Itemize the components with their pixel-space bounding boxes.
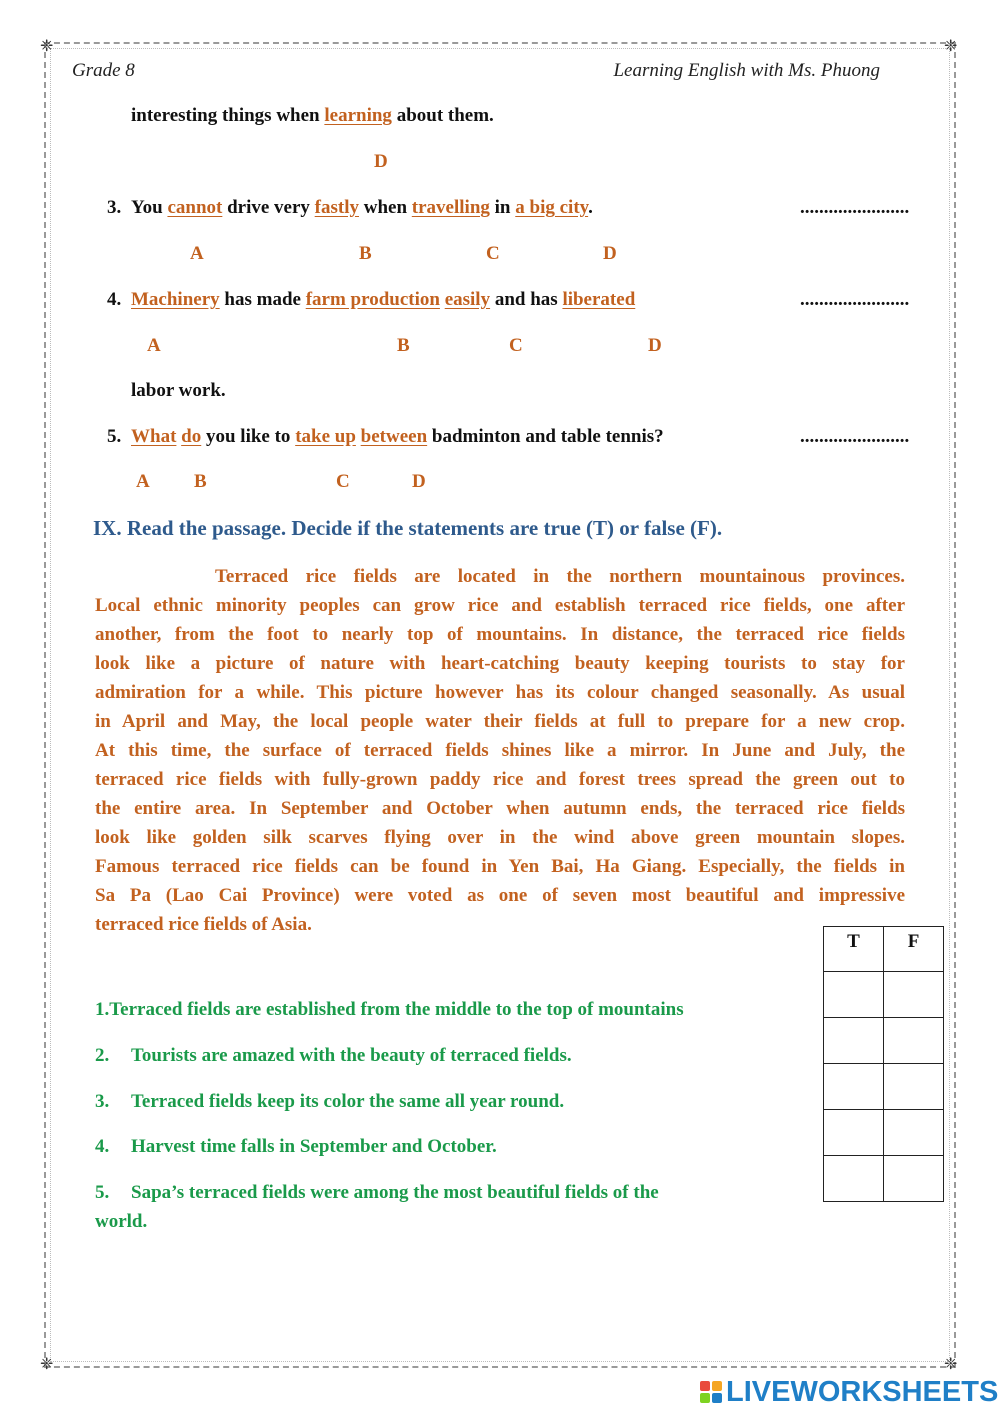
question-3-sentence (131, 197, 593, 219)
logo-icon (700, 1381, 722, 1403)
question-2-continuation (131, 105, 494, 127)
statement-text: Harvest time falls in September and October. (131, 1136, 497, 1157)
statement-number: 2. (95, 1045, 110, 1066)
option-c: travelling (411, 197, 490, 218)
letter-b: B (194, 471, 207, 492)
statement-number: 5. (95, 1182, 110, 1203)
letter-a: A (147, 335, 161, 356)
answer-cell-f[interactable] (884, 1018, 944, 1064)
header-author: Learning English with Ms. Phuong (613, 60, 880, 81)
text: badminton and table tennis? (427, 426, 664, 447)
letter-c: C (336, 471, 350, 492)
header-grade: Grade 8 (72, 60, 135, 81)
liveworksheets-logo (700, 1375, 998, 1409)
section-title: IX. Read the passage. Decide if the statements are true (T) or false (F). (93, 516, 723, 540)
text: in (489, 197, 516, 218)
answer-cell-f[interactable] (884, 1156, 944, 1202)
column-header-t: T (824, 927, 884, 972)
letter-d: D (374, 151, 388, 172)
passage-line: look like a picture of nature with heart-catching beauty keeping tourists to stay for (95, 653, 905, 674)
answer-blank[interactable]: ....................... (800, 197, 910, 218)
passage-line: Famous terraced rice fields can be found in Yen Bai, Ha Giang. Especially, the fields in (95, 856, 905, 877)
statement-number: 3. (95, 1091, 110, 1112)
answer-cell-f[interactable] (884, 1110, 944, 1156)
letter-c: C (509, 335, 523, 356)
statement-5 (95, 1182, 659, 1204)
text: you like to (201, 426, 296, 447)
answer-cell-t[interactable] (824, 1156, 884, 1202)
letter-b: B (397, 335, 410, 356)
statement-text: Tourists are amazed with the beauty of terraced fields. (131, 1045, 572, 1066)
answer-blank[interactable]: ....................... (800, 289, 910, 310)
corner-ornament-icon: ❈ (40, 36, 54, 55)
logo-square (700, 1393, 710, 1403)
answer-cell-t[interactable] (824, 1018, 884, 1064)
passage-line: another, from the foot to nearly top of mountains. In distance, the terraced rice fields (95, 624, 905, 645)
passage-line: in April and May, the local people water their fields at full to prepare for a new crop. (95, 711, 905, 732)
letter-a: A (136, 471, 150, 492)
column-header-f: F (884, 927, 944, 972)
letter-b: B (359, 243, 372, 264)
corner-ornament-icon: ❈ (944, 1354, 958, 1373)
answer-cell-t[interactable] (824, 1110, 884, 1156)
answer-cell-f[interactable] (884, 972, 944, 1018)
option-d: learning (324, 105, 392, 126)
answer-cell-t[interactable] (824, 972, 884, 1018)
option-b: farm production (305, 289, 440, 310)
logo-text: LIVEWORKSHEETS (726, 1375, 999, 1408)
statement-4 (95, 1136, 497, 1158)
question-4-sentence (131, 289, 635, 311)
statement-text: Sapa’s terraced fields were among the most beautiful fields of the (131, 1182, 659, 1203)
statement-5-continuation: world. (95, 1211, 148, 1232)
corner-ornament-icon: ❈ (40, 1354, 54, 1373)
letter-d: D (603, 243, 617, 264)
statement-3 (95, 1091, 564, 1113)
option-d: a big city (515, 197, 589, 218)
statement-text: Terraced fields keep its color the same all year round. (131, 1091, 565, 1112)
corner-ornament-icon: ❈ (944, 36, 958, 55)
text: interesting things when (131, 105, 325, 126)
option-c: easily (444, 289, 491, 310)
passage-line: Terraced rice fields are located in the northern mountainous provinces. (215, 566, 905, 587)
question-number: 5. (107, 426, 122, 447)
letter-c: C (486, 243, 500, 264)
passage-line: terraced rice fields of Asia. (95, 914, 312, 935)
statement-number: 4. (95, 1136, 110, 1157)
option-c: take up (295, 426, 356, 447)
passage-line: look like golden silk scarves flying over in the wind above green mountain slopes. (95, 827, 905, 848)
text: has made (219, 289, 306, 310)
reading-passage (95, 562, 905, 939)
statement-text: Terraced fields are established from the middle to the top of mountains (109, 999, 684, 1020)
statement-number: 1. (95, 999, 110, 1020)
answer-cell-t[interactable] (824, 1064, 884, 1110)
statement-1 (95, 999, 684, 1021)
passage-line: At this time, the surface of terraced fields shines like a mirror. In June and July, the (95, 740, 905, 761)
question-4-continuation: labor work. (131, 380, 226, 401)
passage-line: Sa Pa (Lao Cai Province) were voted as one of seven most beautiful and impressive (95, 885, 905, 906)
answer-cell-f[interactable] (884, 1064, 944, 1110)
logo-square (700, 1381, 710, 1391)
option-d: liberated (562, 289, 636, 310)
letter-d: D (648, 335, 662, 356)
text: when (359, 197, 412, 218)
option-a: What (131, 426, 177, 447)
true-false-table (823, 926, 944, 1202)
answer-blank[interactable]: ....................... (800, 426, 910, 447)
passage-line: Local ethnic minority peoples can grow rice and establish terraced rice fields, one after (95, 595, 905, 616)
passage-line: the entire area. In September and October when autumn ends, the terraced rice fields (95, 798, 905, 819)
passage-line: terraced rice fields with fully-grown paddy rice and forest trees spread the green out to (95, 769, 905, 790)
option-b: do (181, 426, 202, 447)
option-a: Machinery (131, 289, 220, 310)
text: You (131, 197, 168, 218)
option-a: cannot (167, 197, 223, 218)
letter-a: A (190, 243, 204, 264)
logo-square (712, 1381, 722, 1391)
question-number: 3. (107, 197, 122, 218)
option-b: fastly (314, 197, 359, 218)
logo-square (712, 1393, 722, 1403)
text: drive very (222, 197, 315, 218)
statement-2 (95, 1045, 572, 1067)
question-number: 4. (107, 289, 122, 310)
text: and has (490, 289, 563, 310)
letter-d: D (412, 471, 426, 492)
text: . (588, 197, 593, 218)
question-5-sentence (131, 426, 664, 448)
option-d: between (360, 426, 428, 447)
passage-line: admiration for a while. This picture however has its colour changed seasonally. As usual (95, 682, 905, 703)
text: about them. (391, 105, 494, 126)
